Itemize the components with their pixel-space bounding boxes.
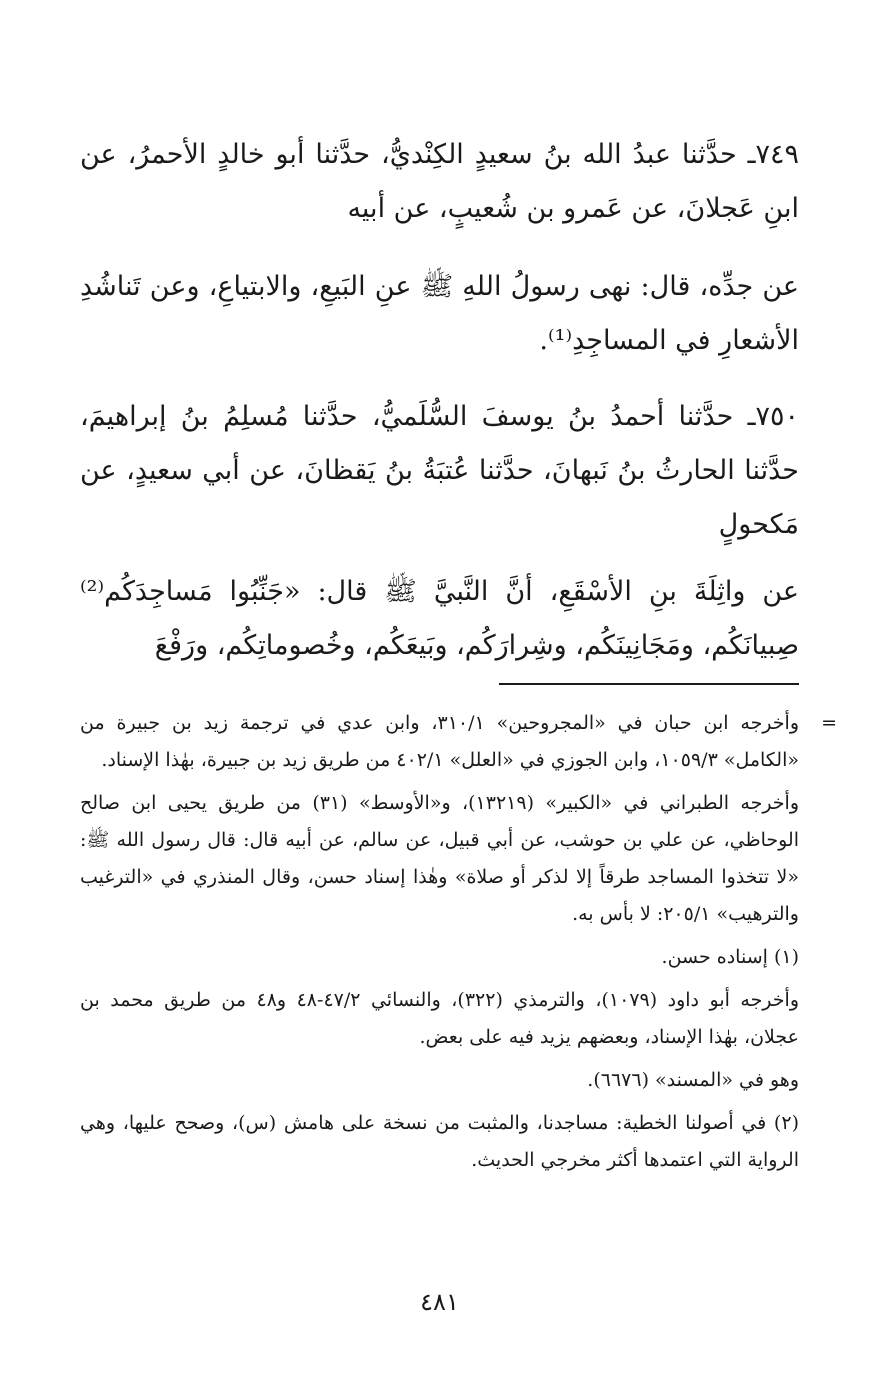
footnote-2: (٢) في أصولنا الخطية: مساجدنا، والمثبت من نسخة على هامش (س)، وصحح عليها، وهي الرواية التي اعتمدها أكثر مخرجي الحديث. <box>80 1112 799 1171</box>
footnote-continuation <box>80 705 837 779</box>
footnote-continuation-text: وأخرجه ابن حبان في «المجروحين» ٣١٠/١، وابن عدي في ترجمة زيد بن جبيرة من «الكامل» ١٠٥٩/٣، وابن الجوزي في «العلل» ٤٠٢/١ من طريق زيد بن جبيرة، بهٰذا الإسناد. <box>80 712 799 771</box>
hadith-750-isnad: ٧٥٠ـ حدَّثنا أحمدُ بنُ يوسفَ السُّلَميُّ، حدَّثنا مُسلِمُ بنُ إبراهيمَ، حدَّثنا الحارثُ بنُ نَبهانَ، حدَّثنا عُتبَةُ بنُ يَقظانَ، عن أبي سعيدٍ، عن مَكحولٍ <box>80 401 799 540</box>
continuation-marker: = <box>821 712 837 734</box>
hadith-750-matn-block <box>80 565 799 673</box>
hadith-750-chain <box>80 390 799 552</box>
hadith-749-isnad: ٧٤٩ـ حدَّثنا عبدُ الله بنُ سعيدٍ الكِنْديُّ، حدَّثنا أبو خالدٍ الأحمرُ، عن ابنِ عَجلانَ، عن عَمرو بن شُعيبٍ، عن أبيه <box>80 139 799 224</box>
footnote-1: (١) إسناده حسن. <box>661 946 799 968</box>
hadith-749-matn-block <box>80 260 799 368</box>
footnotes <box>80 705 837 1185</box>
hadith-749-chain <box>80 128 799 236</box>
footnote-1-musnad: وهو في «المسند» (٦٦٧٦). <box>587 1069 799 1091</box>
footnote-tabarani: وأخرجه الطبراني في «الكبير» (١٣٢١٩)، و«الأوسط» (٣١) من طريق يحيى ابن صالح الوحاظي، عن علي بن حوشب، عن أبي قبيل، عن سالم، عن أبيه قال: قال رسول الله ﷺ: «لا تتخذوا المساجد طرقاً إلا لذكر أو صلاة» وهٰذا إسناد حسن، وقال المنذري في «الترغيب والترهيب» ٢٠٥/١: لا بأس به. <box>80 792 799 925</box>
footnote-1-sources: وأخرجه أبو داود (١٠٧٩)، والترمذي (٣٢٢)، والنسائي ٤٧/٢-٤٨ و٤٨ من طريق محمد بن عجلان، بهٰذا الإسناد، وبعضهم يزيد فيه على بعض. <box>80 989 799 1048</box>
hadith-749-matn: عن جدِّه، قال: نهى رسولُ اللهِ ﷺ عنِ البَيعِ، والابتياعِ، وعن تَناشُدِ الأشعارِ في المساجِدِ⁽¹⁾. <box>80 271 799 356</box>
page-number: ٤٨١ <box>420 1288 459 1316</box>
footnote-divider <box>499 683 799 685</box>
hadith-750-matn: عن واثِلَةَ بنِ الأسْقَعِ، أنَّ النَّبيَّ ﷺ قال: «جَنِّبُوا مَساجِدَكُم⁽²⁾ صِبيانَكُم، ومَجَانِينَكُم، وشِرارَكُم، وبَيعَكُم، وخُصوماتِكُم، ورَفْعَ <box>80 576 799 661</box>
